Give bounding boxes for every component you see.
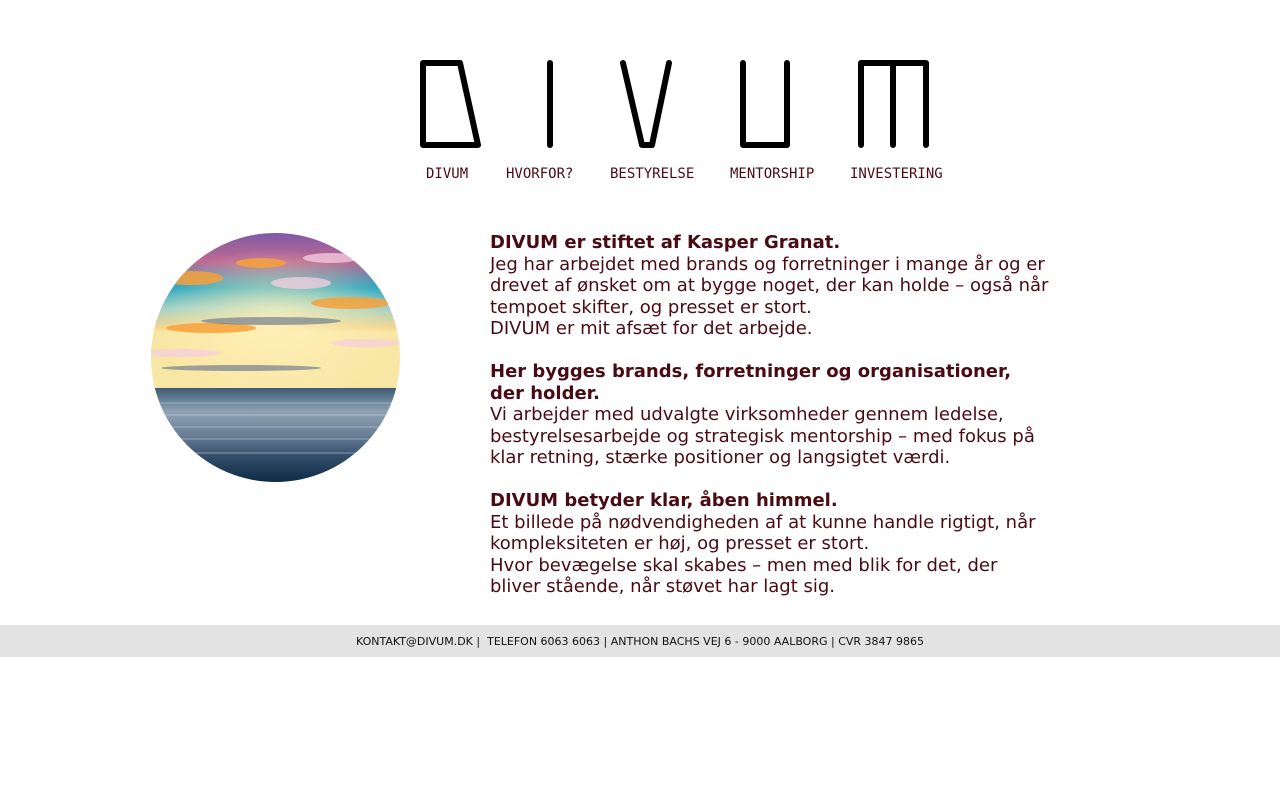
main-nav [0, 164, 1280, 184]
nav-item-hvorfor[interactable]: HVORFOR? [506, 166, 574, 182]
footer [0, 625, 1280, 657]
section-line: Jeg har arbejdet med brands og forretninger i mange år og er drevet af ønsket om at bygge noget, der kan holde – også når tempoet skifter, og presset er stort. [490, 253, 1049, 318]
nav-item-mentorship[interactable]: MENTORSHIP [730, 166, 815, 182]
section-line: Vi arbejder med udvalgte virksomheder gennem ledelse, bestyrelsesarbejde og strategisk mentorship – med fokus på klar retning, stærke positioner og langsigtet værdi. [490, 404, 1035, 468]
section-line: Et billede på nødvendigheden af at kunne handle rigtigt, når kompleksiteten er høj, og presset er stort. [490, 511, 1036, 554]
section-line: DIVUM er mit afsæt for det arbejde. [490, 318, 813, 339]
footer-email-link[interactable]: KONTAKT@DIVUM.DK [355, 634, 473, 648]
logo-letter-d [423, 63, 478, 145]
logo-letter-v [623, 63, 669, 145]
section-line: Hvor bevægelse skal skabes – men med blik for det, der bliver stående, når støvet har lagt sig. [490, 554, 998, 597]
nav-item-bestyrelse[interactable]: BESTYRELSE [610, 166, 695, 182]
about-text [490, 232, 1050, 619]
divum-logo-icon [418, 58, 932, 150]
section-founded [490, 232, 1050, 340]
section-what-we-build [490, 361, 1050, 469]
nav-item-investering[interactable]: INVESTERING [850, 166, 943, 182]
footer-contact-info: TELEFON 6063 6063 | ANTHON BACHS VEJ 6 - 9000 AALBORG | CVR 3847 9865 [487, 634, 925, 648]
section-heading: DIVUM er stiftet af Kasper Granat. [490, 232, 841, 253]
section-heading: DIVUM betyder klar, åben himmel. [490, 490, 838, 511]
logo-letter-m [861, 63, 926, 145]
nav-item-divum[interactable]: DIVUM [426, 166, 469, 182]
section-meaning [490, 490, 1050, 598]
logo-letter-u [743, 63, 787, 145]
sunset-sea-image [151, 233, 400, 482]
footer-separator: | [472, 634, 488, 648]
divum-logo[interactable] [418, 58, 932, 150]
section-heading: Her bygges brands, forretninger og organisationer, der holder. [490, 361, 1012, 404]
sunset-sea-icon [151, 233, 400, 482]
